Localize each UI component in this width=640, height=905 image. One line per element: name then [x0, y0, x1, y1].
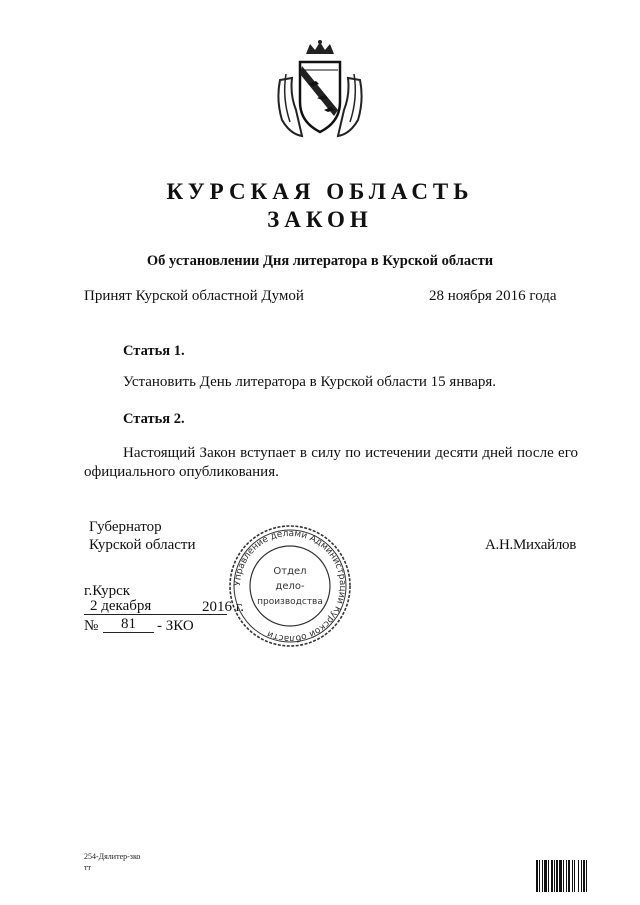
adoption-date: 28 ноября 2016 года [429, 288, 557, 304]
stamp-center-line2: дело- [275, 581, 305, 592]
governor-title [89, 518, 195, 554]
barcode-bar [544, 860, 547, 892]
barcode-bar [542, 860, 543, 892]
barcode-bar [539, 860, 540, 892]
barcode-icon [536, 860, 618, 892]
coat-of-arms-icon [272, 40, 368, 140]
barcode-bar [559, 860, 562, 892]
barcode-bar [572, 860, 573, 892]
governor-title-line1: Губернатор [89, 519, 162, 535]
barcode-bar [551, 860, 553, 892]
barcode-bar [583, 860, 585, 892]
barcode-bar [586, 860, 587, 892]
article-2-heading: Статья 2. [123, 411, 185, 427]
barcode-bar [578, 860, 579, 892]
barcode-bar [581, 860, 582, 892]
law-number: 81 [103, 615, 154, 633]
footer-line2: тт [84, 863, 91, 872]
barcode-bar [548, 860, 549, 892]
footer-code [84, 851, 140, 873]
region-title: КУРСКАЯ ОБЛАСТЬ [166, 179, 474, 204]
barcode-bar [563, 860, 564, 892]
article-1-heading: Статья 1. [123, 343, 185, 359]
stamp-center-line3: производства [257, 597, 323, 607]
governor-name: А.Н.Михайлов [485, 537, 576, 553]
signing-date: 2 декабря [84, 598, 227, 615]
footer-line1: 254-Дялитер-зко [84, 852, 141, 861]
number-label: № [84, 618, 99, 634]
signing-year: 2016 г. [202, 599, 244, 615]
barcode-bar [554, 860, 555, 892]
stamp-ring-text: Управление делами Администрации Курской области [232, 528, 348, 644]
governor-title-line2: Курской области [89, 537, 196, 553]
barcode-bar [574, 860, 575, 892]
barcode-bar [556, 860, 558, 892]
document-type: ЗАКОН [267, 207, 373, 232]
article-1-text: Установить День литератора в Курской области 15 января. [123, 374, 497, 390]
article-2-text: Настоящий Закон вступает в силу по истечении десяти дней после его официального опубликования. [84, 445, 578, 480]
adopted-by: Принят Курской областной Думой [84, 288, 304, 304]
official-stamp [227, 523, 353, 649]
stamp-center-line1: Отдел [273, 566, 307, 577]
barcode-bar [536, 860, 538, 892]
law-title: Об установлении Дня литератора в Курской области [146, 253, 494, 269]
barcode-bar [566, 860, 567, 892]
number-suffix: - ЗКО [157, 618, 194, 634]
barcode-bar [568, 860, 570, 892]
city: г.Курск [84, 583, 131, 599]
